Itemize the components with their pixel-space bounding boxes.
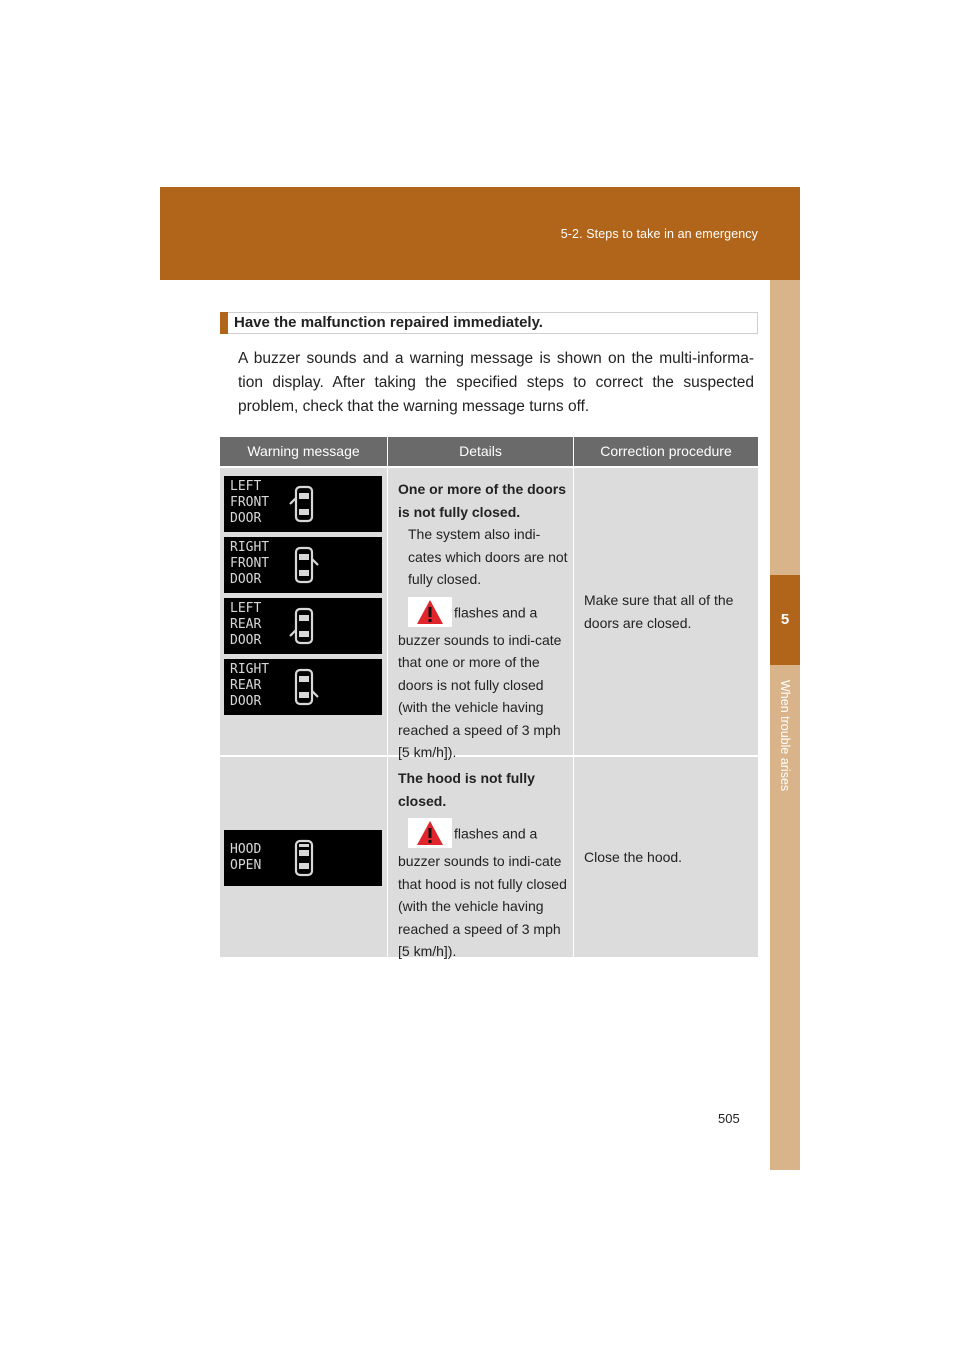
- details-cell: [388, 468, 574, 760]
- car-door-open-icon: [286, 545, 326, 585]
- warning-table: [220, 437, 758, 957]
- heading-accent-bar: [220, 312, 228, 334]
- table-row-hood: [220, 755, 758, 957]
- column-header-warning-message: Warning message: [220, 437, 388, 466]
- detail-title: The hood is not fully closed.: [398, 770, 535, 809]
- detail-warning: [398, 820, 569, 963]
- intro-paragraph: A buzzer sounds and a warning message is shown on the multi-informa-tion display. After taking the specified steps to correct the suspected problem, check that the warning message turns off.: [238, 350, 754, 415]
- display-right-front-door: [224, 537, 382, 593]
- display-text: RIGHT REAR DOOR: [230, 662, 270, 709]
- warning-triangle-icon: [408, 818, 452, 848]
- details-cell: [388, 757, 574, 957]
- chapter-number-tab[interactable]: 5: [770, 575, 800, 665]
- car-door-open-icon: [286, 667, 326, 707]
- car-hood-open-icon: [286, 838, 326, 878]
- detail-title: One or more of the doors is not fully closed.: [398, 481, 567, 520]
- display-left-front-door: [224, 476, 382, 532]
- display-text: HOOD OPEN: [230, 842, 262, 873]
- warning-message-cell: [220, 757, 388, 957]
- page-number: 505: [718, 1111, 740, 1126]
- column-header-details: Details: [388, 437, 574, 466]
- column-header-correction: Correction procedure: [600, 443, 732, 459]
- display-right-rear-door: [224, 659, 382, 715]
- warning-triangle-icon: [408, 597, 452, 627]
- display-left-rear-door: [224, 598, 382, 654]
- detail-warning-text: flashes and a buzzer sounds to indi-cate that hood is not fully closed (with the vehicle having reached a speed of 3 mph [5 km/h]).: [398, 825, 567, 959]
- correction-cell: [574, 468, 758, 755]
- car-door-open-icon: [286, 484, 326, 524]
- detail-warning-text: flashes and a buzzer sounds to indi-cate that one or more of the doors is not fully closed (with the vehicle having reached a speed of 3 mph [5 km/h]).: [398, 604, 562, 760]
- correction-cell: [574, 757, 758, 957]
- correction-text: Make sure that all of the doors are closed.: [584, 592, 734, 631]
- display-text: RIGHT FRONT DOOR: [230, 540, 270, 587]
- detail-warning: [398, 599, 569, 764]
- chapter-label: When trouble arises: [778, 680, 792, 792]
- detail-note: The system also indi-cates which doors are not fully closed.: [408, 526, 568, 587]
- display-hood-open: [224, 830, 382, 886]
- heading-text: Have the malfunction repaired immediately.: [234, 314, 543, 331]
- correction-text: Close the hood.: [584, 848, 683, 865]
- section-title: 5-2. Steps to take in an emergency: [560, 227, 758, 241]
- table-header: [220, 437, 758, 466]
- chapter-header-band: [160, 187, 800, 280]
- car-door-open-icon: [286, 606, 326, 646]
- table-row-doors: [220, 466, 758, 760]
- display-text: LEFT REAR DOOR: [230, 601, 262, 648]
- warning-message-cell: [220, 468, 388, 755]
- section-heading: [220, 312, 758, 334]
- display-text: LEFT FRONT DOOR: [230, 479, 270, 526]
